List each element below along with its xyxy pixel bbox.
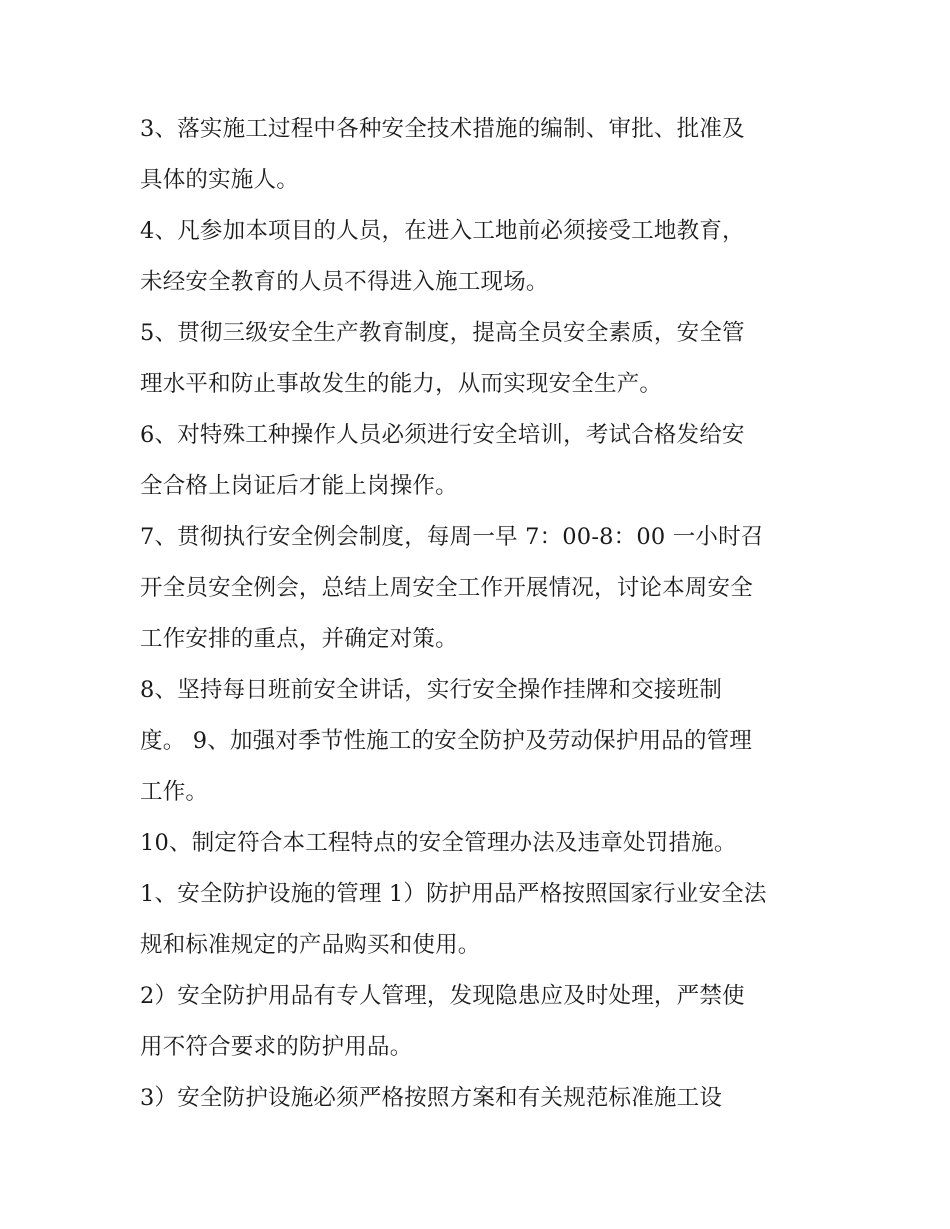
text-line: 1、安全防护设施的管理 1）防护用品严格按照国家行业安全法 bbox=[140, 881, 767, 907]
text-line: 用不符合要求的防护用品。 bbox=[140, 1034, 413, 1060]
text-line: 8、坚持每日班前安全讲话，实行安全操作挂牌和交接班制 bbox=[140, 677, 723, 703]
text-line: 6、对特殊工种操作人员必须进行安全培训，考试合格发给安 bbox=[140, 422, 745, 448]
text-line: 开全员安全例会，总结上周安全工作开展情况，讨论本周安全 bbox=[140, 575, 753, 601]
text-line: 工作安排的重点，并确定对策。 bbox=[140, 626, 458, 652]
document-body bbox=[140, 104, 820, 1124]
text-line: 3、落实施工过程中各种安全技术措施的编制、审批、批准及 bbox=[140, 116, 745, 142]
text-line: 工作。 bbox=[140, 779, 209, 805]
text-line: 全合格上岗证后才能上岗操作。 bbox=[140, 473, 458, 499]
text-line: 3）安全防护设施必须严格按照方案和有关规范标准施工设 bbox=[140, 1085, 723, 1111]
text-line: 度。 9、加强对季节性施工的安全防护及劳动保护用品的管理 bbox=[140, 728, 753, 754]
text-line: 7、贯彻执行安全例会制度，每周一早 7：00-8：00 一小时召 bbox=[140, 524, 764, 550]
text-line: 规和标准规定的产品购买和使用。 bbox=[140, 932, 481, 958]
text-line: 4、凡参加本项目的人员，在进入工地前必须接受工地教育， bbox=[140, 218, 745, 244]
text-line: 5、贯彻三级安全生产教育制度，提高全员安全素质，安全管 bbox=[140, 320, 745, 346]
text-line: 理水平和防止事故发生的能力，从而实现安全生产。 bbox=[140, 371, 663, 397]
text-line: 10、制定符合本工程特点的安全管理办法及违章处罚措施。 bbox=[140, 830, 737, 856]
text-line: 具体的实施人。 bbox=[140, 167, 299, 193]
text-line: 2）安全防护用品有专人管理，发现隐患应及时处理，严禁使 bbox=[140, 983, 745, 1009]
text-line: 未经安全教育的人员不得进入施工现场。 bbox=[140, 269, 549, 295]
